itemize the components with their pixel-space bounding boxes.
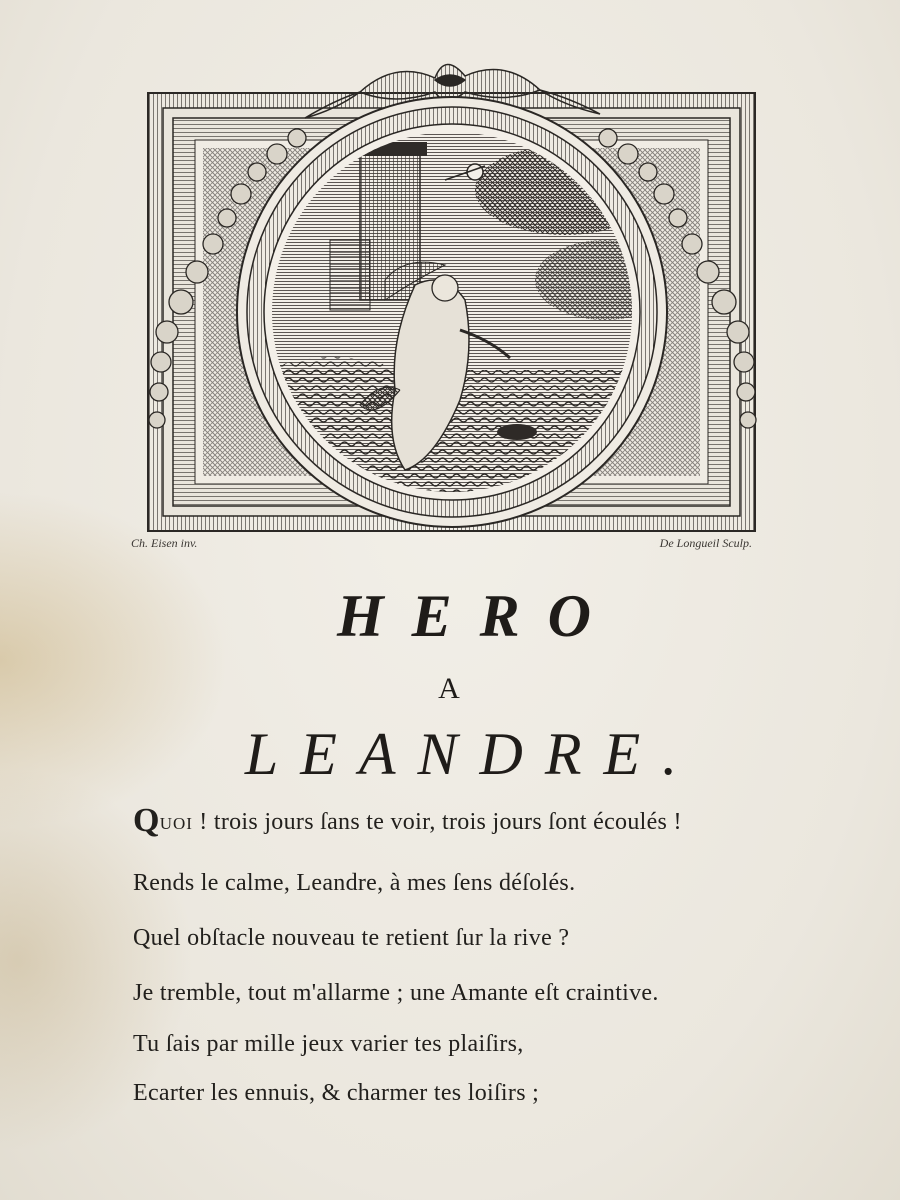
verse-line: Je tremble, tout m'allarme ; une Amante eſt craintive.: [133, 980, 659, 1006]
title-hero: HERO: [336, 583, 620, 649]
small-caps: UOI: [159, 814, 193, 833]
verse-line: Rends le calme, Leandre, à mes ſens déſolés.: [133, 870, 576, 896]
verse-line: Ecarter les ennuis, & charmer tes loiſirs ;: [133, 1080, 540, 1106]
verse-line: Tu ſais par mille jeux varier tes plaiſirs,: [133, 1031, 524, 1057]
verse-line: [133, 802, 682, 840]
title-a: A: [438, 672, 462, 705]
verse-line: Quel obſtacle nouveau te retient ſur la rive ?: [133, 925, 570, 951]
engraving-illustration: [145, 40, 760, 535]
verse-text: ! trois jours ſans te voir, trois jours ſont écoulés !: [192, 809, 682, 835]
engraving-credit-inventor: Ch. Eisen inv.: [131, 536, 198, 550]
engraving-credit-sculptor: De Longueil Sculp.: [659, 536, 752, 550]
drop-cap: Q: [133, 802, 160, 839]
title-leandre: LEANDRE.: [244, 721, 700, 787]
